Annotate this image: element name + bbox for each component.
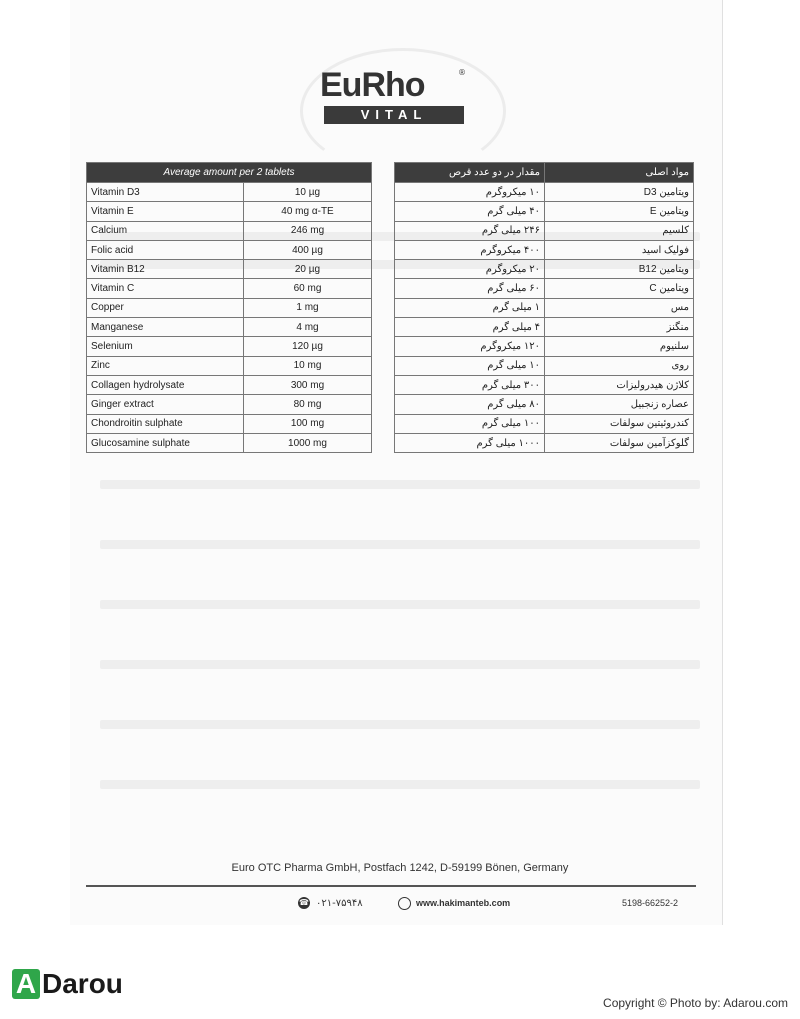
ingredient-amount: 300 mg xyxy=(244,375,372,394)
ingredient-name: عصاره زنجبیل xyxy=(545,395,694,414)
footer-divider xyxy=(86,885,696,887)
table-row xyxy=(395,414,694,433)
logo-registered-mark: ® xyxy=(458,68,466,77)
ingredient-amount: ۱۰۰ میلی گرم xyxy=(395,414,545,433)
ingredient-amount: ۶۰ میلی گرم xyxy=(395,279,545,298)
bleed-through-text xyxy=(100,600,700,609)
ingredient-name: گلوکزآمین سولفات xyxy=(545,433,694,452)
ingredient-name: Selenium xyxy=(87,337,244,356)
table-row xyxy=(87,375,372,394)
phone-icon: ☎ xyxy=(299,898,309,907)
table-row xyxy=(395,240,694,259)
ingredient-amount: 1 mg xyxy=(244,298,372,317)
table-row xyxy=(395,375,694,394)
table-row xyxy=(87,298,372,317)
table-row xyxy=(395,260,694,279)
ingredient-amount: ۳۰۰ میلی گرم xyxy=(395,375,545,394)
ingredient-name: Vitamin E xyxy=(87,202,244,221)
table-row xyxy=(87,318,372,337)
table-row xyxy=(87,337,372,356)
table-row xyxy=(87,183,372,202)
leaflet-code: 5198-66252-2 xyxy=(622,898,679,908)
ingredient-amount: 10 µg xyxy=(244,183,372,202)
ingredient-amount: 80 mg xyxy=(244,395,372,414)
ingredient-name: Vitamin B12 xyxy=(87,260,244,279)
bleed-through-text xyxy=(100,660,700,669)
table-row xyxy=(395,279,694,298)
table-row xyxy=(395,356,694,375)
ingredient-amount: 20 µg xyxy=(244,260,372,279)
bleed-through-text xyxy=(100,780,700,789)
ingredient-name: Collagen hydrolysate xyxy=(87,375,244,394)
ingredient-amount: 400 µg xyxy=(244,240,372,259)
ingredient-name: Glucosamine sulphate xyxy=(87,433,244,452)
ingredient-amount: ۱۰ میلی گرم xyxy=(395,356,545,375)
copyright-text: Copyright © Photo by: Adarou.com xyxy=(603,996,788,1010)
table-row xyxy=(87,395,372,414)
ingredient-name: ویتامین B12 xyxy=(545,260,694,279)
table-row xyxy=(395,395,694,414)
table-row xyxy=(87,356,372,375)
ingredient-name: Chondroitin sulphate xyxy=(87,414,244,433)
ingredient-name: ویتامین D3 xyxy=(545,183,694,202)
ingredient-name: Vitamin D3 xyxy=(87,183,244,202)
globe-icon xyxy=(398,897,411,910)
table-row xyxy=(395,337,694,356)
ingredient-amount: ۱۰ میکروگرم xyxy=(395,183,545,202)
adarou-logo xyxy=(12,968,123,1000)
table-header-name: مواد اصلی xyxy=(545,163,694,183)
ingredient-amount: 246 mg xyxy=(244,221,372,240)
ingredient-amount: 1000 mg xyxy=(244,433,372,452)
ingredient-amount: ۴۰ میلی گرم xyxy=(395,202,545,221)
ingredient-name: Calcium xyxy=(87,221,244,240)
ingredient-name: سلنیوم xyxy=(545,337,694,356)
logo-subtitle: VITAL xyxy=(324,106,464,124)
ingredient-amount: 4 mg xyxy=(244,318,372,337)
table-row xyxy=(395,433,694,452)
table-row xyxy=(87,414,372,433)
ingredient-amount: ۲۴۶ میلی گرم xyxy=(395,221,545,240)
adarou-logo-initial: A xyxy=(12,969,40,999)
table-row xyxy=(395,183,694,202)
ingredient-amount: ۴ میلی گرم xyxy=(395,318,545,337)
ingredient-name: Zinc xyxy=(87,356,244,375)
table-row xyxy=(87,433,372,452)
bleed-through-text xyxy=(100,480,700,489)
ingredient-amount: ۱۰۰۰ میلی گرم xyxy=(395,433,545,452)
ingredient-name: روی xyxy=(545,356,694,375)
ingredient-name: کندروئیتین سولفات xyxy=(545,414,694,433)
table-row xyxy=(87,279,372,298)
logo-brand: EuRho xyxy=(320,66,425,104)
ingredient-amount: 40 mg α-TE xyxy=(244,202,372,221)
table-row xyxy=(395,318,694,337)
ingredient-amount: ۲۰ میکروگرم xyxy=(395,260,545,279)
eurho-vital-logo xyxy=(300,48,500,158)
table-row xyxy=(395,202,694,221)
ingredient-name: منگنز xyxy=(545,318,694,337)
table-row xyxy=(395,221,694,240)
table-row xyxy=(395,298,694,317)
ingredient-name: کلاژن هیدرولیزات xyxy=(545,375,694,394)
table-row xyxy=(87,202,372,221)
ingredient-name: Vitamin C xyxy=(87,279,244,298)
ingredient-name: کلسیم xyxy=(545,221,694,240)
ingredient-name: Manganese xyxy=(87,318,244,337)
ingredient-amount: 100 mg xyxy=(244,414,372,433)
ingredient-name: Ginger extract xyxy=(87,395,244,414)
bleed-through-text xyxy=(100,540,700,549)
ingredient-name: Folic acid xyxy=(87,240,244,259)
table-row xyxy=(87,240,372,259)
ingredient-name: مس xyxy=(545,298,694,317)
phone-number: ۰۲۱-۷۵۹۴۸ xyxy=(316,898,363,909)
ingredient-amount: 120 µg xyxy=(244,337,372,356)
ingredients-table-persian xyxy=(394,162,694,453)
ingredient-name: فولیک اسید xyxy=(545,240,694,259)
table-row xyxy=(87,260,372,279)
ingredient-amount: 10 mg xyxy=(244,356,372,375)
ingredient-amount: ۸۰ میلی گرم xyxy=(395,395,545,414)
adarou-logo-text: Darou xyxy=(42,968,123,999)
table-header: Average amount per 2 tablets xyxy=(87,163,372,183)
ingredient-amount: ۴۰۰ میکروگرم xyxy=(395,240,545,259)
ingredient-amount: 60 mg xyxy=(244,279,372,298)
ingredients-table-english xyxy=(86,162,372,453)
ingredient-amount: ۱۲۰ میکروگرم xyxy=(395,337,545,356)
ingredient-name: ویتامین C xyxy=(545,279,694,298)
ingredient-amount: ۱ میلی گرم xyxy=(395,298,545,317)
ingredient-name: ویتامین E xyxy=(545,202,694,221)
table-row xyxy=(87,221,372,240)
table-header-amount: مقدار در دو عدد قرص xyxy=(395,163,545,183)
manufacturer-address: Euro OTC Pharma GmbH, Postfach 1242, D-59199 Bönen, Germany xyxy=(231,862,569,874)
website-link[interactable]: www.hakimanteb.com xyxy=(416,898,511,908)
bleed-through-text xyxy=(100,720,700,729)
ingredient-name: Copper xyxy=(87,298,244,317)
